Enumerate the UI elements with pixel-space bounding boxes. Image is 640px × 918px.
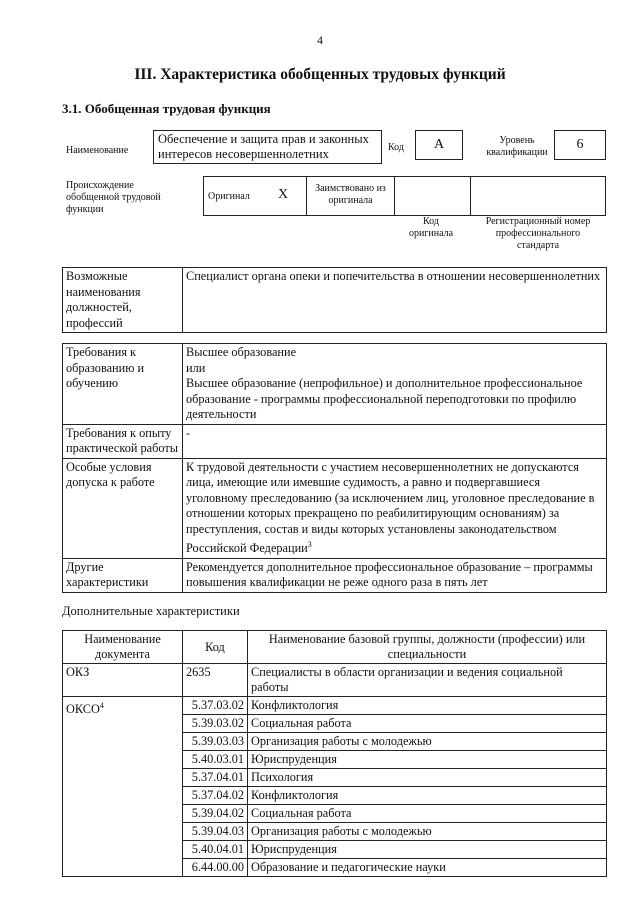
okso-name: Социальная работа [248,715,607,733]
okso-doc-text: ОКСО [66,702,100,717]
okz-code: 2635 [183,664,248,697]
okso-name: Юриспруденция [248,841,607,859]
requirements-row-conditions [63,458,607,558]
education-line: или [186,360,206,375]
okso-name: Социальная работа [248,805,607,823]
original-mark: X [278,187,289,202]
level-label: Уровень квалификации [486,135,548,158]
positions-label: Возможные наименования должностей, профессий [63,268,183,333]
reg-number-cell [470,176,606,216]
okso-name: Психология [248,769,607,787]
header-name: Наименование базовой группы, должности (профессии) или специальности [248,631,607,664]
conditions-text: К трудовой деятельности с участием несовершеннолетних не допускаются лица, имеющие или имевшие судимость, а равно и подвергавшиеся уголовному преследованию (за исключением лиц, уголовное преследование в отношении которых прекращено по реабилитирующим основаниям) за преступления, состав и виды которых установлены законодательством Российской Федерации [186,459,595,556]
other-label: Другие характеристики [63,558,183,592]
requirements-row-other [63,558,607,592]
okso-code: 6.44.00.00 [183,859,248,877]
okso-code: 5.37.04.02 [183,787,248,805]
page-number: 4 [317,33,323,47]
borrowed-cell: Заимствовано из оригинала [306,176,395,216]
education-line: Высшее образование (непрофильное) и дополнительное профессиональное образование - программы профессиональной переподготовки по профилю деятельности [186,376,583,421]
header-code: Код [183,631,248,664]
additional-table [62,630,607,877]
okso-footnote: 4 [99,701,104,710]
education-line: Высшее образование [186,345,297,359]
conditions-value [183,458,607,558]
education-label: Требования к образованию и обучению [63,344,183,425]
code-label: Код [388,142,404,153]
okso-code: 5.37.04.01 [183,769,248,787]
positions-value: Специалист органа опеки и попечительства в отношении несовершеннолетних [183,268,607,333]
section-title: III. Характеристика обобщенных трудовых функций [134,66,506,83]
okso-name: Образование и педагогические науки [248,859,607,877]
okso-name: Юриспруденция [248,751,607,769]
requirements-row-education [63,344,607,425]
education-value [183,344,607,425]
origin-label: Происхождение обобщенной трудовой функции [66,180,161,215]
other-value: Рекомендуется дополнительное профессиональное образование – программы повышения квалификации не реже одного раза в пять лет [183,558,607,592]
additional-header-row [63,631,607,664]
okz-name: Специалисты в области организации и ведения социальной работы [248,664,607,697]
level-value: 6 [554,130,606,160]
okso-code: 5.39.04.02 [183,805,248,823]
okso-code: 5.37.03.02 [183,697,248,715]
okso-code: 5.39.04.03 [183,823,248,841]
requirements-table [62,343,607,593]
reg-number-label: Регистрационный номер профессионального стандарта [485,216,591,251]
okso-doc [63,697,183,877]
okso-code: 5.39.03.02 [183,715,248,733]
original-label: Оригинал [208,191,250,202]
name-value: Обеспечение и защита прав и законных интересов несовершеннолетних [153,130,382,164]
name-label: Наименование [66,145,129,156]
experience-value: - [183,424,607,458]
okso-name: Организация работы с молодежью [248,733,607,751]
okso-name: Конфликтология [248,787,607,805]
table-row [63,697,607,715]
table-row [63,664,607,697]
footnote-mark: 3 [307,540,312,549]
conditions-label: Особые условия допуска к работе [63,458,183,558]
okso-name: Конфликтология [248,697,607,715]
header-document: Наименование документа [63,631,183,664]
okso-code: 5.40.03.01 [183,751,248,769]
subsection-title: 3.1. Обобщенная трудовая функция [62,101,271,116]
code-original-cell [394,176,471,216]
experience-label: Требования к опыту практической работы [63,424,183,458]
okz-doc: ОКЗ [63,664,183,697]
additional-title: Дополнительные характеристики [62,604,240,618]
code-original-label: Код оригинала [408,216,454,239]
code-value: А [415,130,463,160]
requirements-row-experience [63,424,607,458]
okso-name: Организация работы с молодежью [248,823,607,841]
okso-code: 5.40.04.01 [183,841,248,859]
okso-code: 5.39.03.03 [183,733,248,751]
positions-table [62,267,607,333]
original-cell [203,176,307,216]
